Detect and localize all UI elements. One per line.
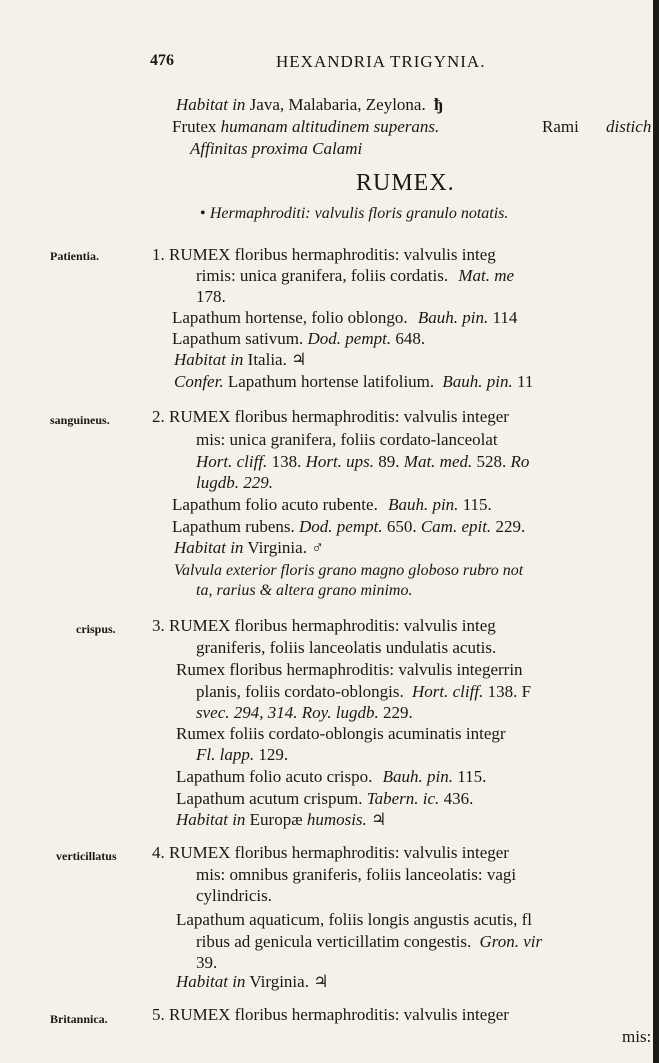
species-4-line-2: mis: omnibus graniferis, foliis lanceolatis: vagi — [196, 865, 517, 884]
margin-name-verticillatus: verticillatus — [56, 849, 117, 863]
running-title: HEXANDRIA TRIGYNIA. — [276, 52, 486, 71]
species-1-line-4: Lapathum hortense, folio oblongo. Bauh. pin. 114 — [172, 308, 518, 327]
species-3-line-8: Lapathum folio acuto crispo. Bauh. pin. 115. — [176, 767, 487, 786]
genus-subtitle: • Hermaphroditi: valvulis floris granulo notatis. — [200, 205, 509, 222]
species-2-line-5: Lapathum folio acuto rubente. Bauh. pin. 115. — [172, 495, 492, 514]
species-4-line-3: cylindricis. — [196, 886, 273, 905]
species-3-line-4: planis, foliis cordato-oblongis. Hort. cliff. 138. F — [196, 682, 532, 701]
species-1-line-1: 1. RUMEX floribus hermaphroditis: valvulis integ — [152, 245, 496, 264]
species-3-line-5: svec. 294, 314. Roy. lugdb. 229. — [196, 703, 413, 722]
species-3-line-7: Fl. lapp. 129. — [196, 745, 289, 764]
species-5-line-2: mis: — [622, 1027, 652, 1046]
species-3-habitat: Habitat in Europæ humosis. ♃ — [176, 810, 387, 829]
species-2-line-6: Lapathum rubens. Dod. pempt. 650. Cam. epit. 229. — [172, 517, 526, 536]
prev-habitat-line: Habitat in Java, Malabaria, Zeylona. ђ — [176, 95, 444, 114]
prev-affinitas-line: Affinitas proxima Calami — [190, 139, 363, 158]
species-2-line-2: mis: unica granifera, foliis cordato-lanceolat — [196, 430, 498, 449]
margin-name-sanguineus: sanguineus. — [50, 413, 110, 427]
species-1-line-2: rimis: unica granifera, foliis cordatis. Mat. me — [196, 266, 515, 285]
species-2-line-1: 2. RUMEX floribus hermaphroditis: valvulis integer — [152, 407, 509, 426]
species-2-note-2: ta, rarius & altera grano minimo. — [196, 582, 413, 599]
margin-name-crispus: crispus. — [76, 622, 116, 636]
species-4-line-6: 39. — [196, 953, 218, 972]
page-number: 476 — [150, 52, 174, 69]
species-4-line-4: Lapathum aquaticum, foliis longis angustis acutis, fl — [176, 910, 532, 929]
bullet-mark: • — [200, 205, 206, 222]
species-4-line-5: ribus ad genicula verticillatim congestis. Gron. vir — [196, 932, 543, 951]
species-3-line-3: Rumex floribus hermaphroditis: valvulis integerrin — [176, 660, 523, 679]
species-5-line-1: 5. RUMEX floribus hermaphroditis: valvulis integer — [152, 1005, 509, 1024]
page-binding-edge — [653, 0, 659, 1063]
species-2-note-1: Valvula exterior floris grano magno globoso rubro not — [174, 562, 524, 579]
margin-name-britannica: Britannica. — [50, 1012, 108, 1026]
species-1-line-3: 178. — [196, 287, 226, 306]
shrub-symbol: ђ — [433, 95, 444, 114]
species-1-habitat: Habitat in Italia. ♃ — [174, 350, 307, 369]
species-1-confer: Confer. Lapathum hortense latifolium. Bauh. pin. 11 — [174, 372, 534, 391]
species-3-line-6: Rumex foliis cordato-oblongis acuminatis integr — [176, 724, 506, 743]
prev-frutex-line: Frutex humanam altitudinem superans. Rami distich — [172, 117, 652, 136]
species-4-habitat: Habitat in Virginia. ♃ — [176, 972, 329, 991]
species-3-line-2: graniferis, foliis lanceolatis undulatis acutis. — [196, 638, 497, 657]
species-2-line-3: Hort. cliff. 138. Hort. ups. 89. Mat. med. 528. Ro — [196, 452, 530, 471]
species-3-line-1: 3. RUMEX floribus hermaphroditis: valvulis integ — [152, 616, 496, 635]
species-3-line-9: Lapathum acutum crispum. Tabern. ic. 436. — [176, 789, 474, 808]
species-1-line-5: Lapathum sativum. Dod. pempt. 648. — [172, 329, 426, 348]
margin-name-patientia: Patientia. — [50, 249, 99, 263]
species-4-line-1: 4. RUMEX floribus hermaphroditis: valvulis integer — [152, 843, 509, 862]
species-2-line-4: lugdb. 229. — [196, 473, 273, 492]
genus-heading: RUMEX. — [356, 170, 455, 196]
species-2-habitat: Habitat in Virginia. ♂ — [174, 538, 324, 557]
